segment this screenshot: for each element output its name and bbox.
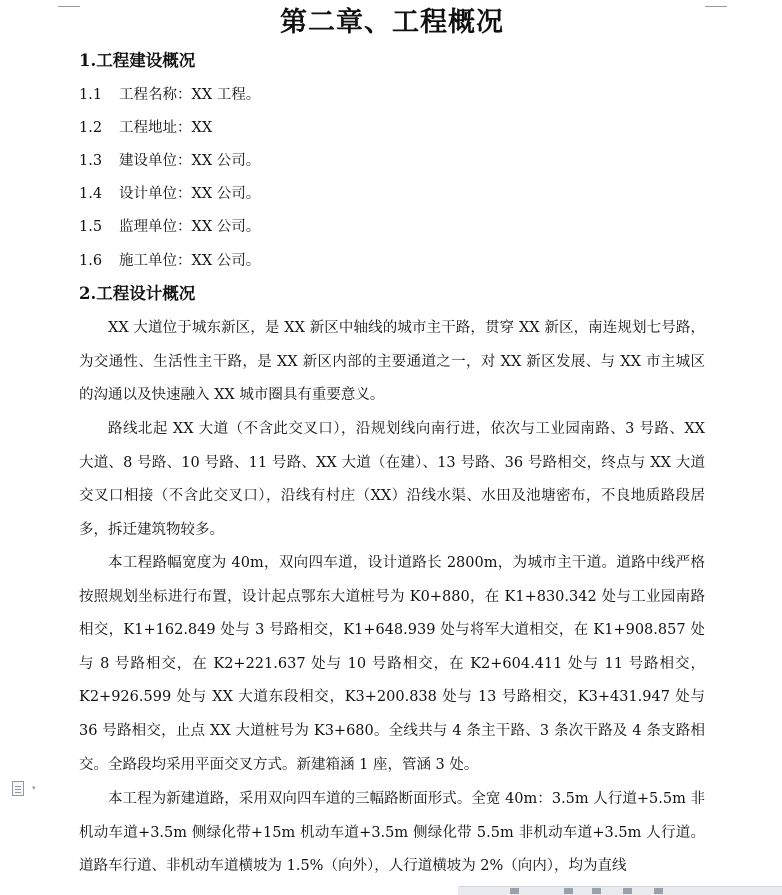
section-heading-design: 2.工程设计概况 [79,284,196,303]
chevron-down-icon[interactable]: ▾ [32,784,36,792]
item-text: 工程名称：XX 工程。 [119,87,261,103]
status-bar-icon[interactable] [592,888,601,894]
page-corner-mark-right [705,6,727,7]
list-item [79,150,260,172]
item-number: 1.4 [79,186,103,202]
status-bar-icon[interactable] [623,888,632,894]
page-corner-mark-left [58,6,80,7]
body-paragraph: 路线北起 XX 大道（不含此交叉口），沿规划线向南行进，依次与工业园南路、3 号路、XX 大道、8 号路、10 号路、11 号路、XX 大道（在建）、13 号路、36 号路相交，终点与 XX 大道交叉口相接（不含此交叉口），沿线有村庄（XX）沿线水渠、水田及池塘密布，不良地质路段居多，拆迁建筑物较多。 [79,421,705,538]
document-icon[interactable] [12,781,24,796]
item-number: 1.1 [79,87,103,103]
item-text: 设计单位：XX 公司。 [119,186,261,202]
item-text: 监理单位：XX 公司。 [119,219,261,235]
list-item [79,84,260,106]
list-item [79,183,260,205]
list-item [79,117,212,139]
item-text: 建设单位：XX 公司。 [119,153,261,169]
item-number: 1.5 [79,219,103,235]
list-item [79,216,260,238]
status-bar-icon[interactable] [510,888,519,894]
chapter-title: 第二章、工程概况 [280,7,504,38]
item-number: 1.3 [79,153,103,169]
item-text: 工程地址：XX [119,120,213,136]
item-number: 1.6 [79,253,103,269]
list-item [79,250,260,272]
body-paragraph: 本工程为新建道路，采用双向四车道的三幅路断面形式。全宽 40m：3.5m 人行道+5.5m 非机动车道+3.5m 侧绿化带+15m 机动车道+3.5m 侧绿化带 5.5m 非机动车道+3.5m 人行道。道路车行道、非机动车道横坡为 1.5%（向外），人行道横坡为 2%（向内），均为直线 [79,791,705,875]
status-bar-icon[interactable] [564,888,573,894]
body-paragraph: XX 大道位于城东新区，是 XX 新区中轴线的城市主干路，贯穿 XX 新区，南连规划七号路，为交通性、生活性主干路，是 XX 新区内部的主要通道之一，对 XX 新区发展、与 XX 市主城区的沟通以及快速融入 XX 城市圈具有重要意义。 [79,320,705,404]
status-bar-icon[interactable] [654,888,663,894]
item-text: 施工单位：XX 公司。 [119,253,261,269]
section-heading-construction: 1.工程建设概况 [79,51,196,70]
item-number: 1.2 [79,120,103,136]
body-paragraph: 本工程路幅宽度为 40m，双向四车道，设计道路长 2800m，为城市主干道。道路中线严格按照规划坐标进行布置，设计起点鄂东大道桩号为 K0+880，在 K1+830.342 处与工业园南路相交，K1+162.849 处与 3 号路相交，K1+648.939 处与将军大道相交，在 K1+908.857 处与 8 号路相交，在 K2+221.637 处与 10 号路相交，在 K2+604.411 处与 11 号路相交，K2+926.599 处与 XX 大道东段相交，K3+200.838 处与 13 号路相交，K3+431.947 处与 36 号路相交，止点 XX 大道桩号为 K3+680。全线共与 4 条主干路、3 条次干路及 4 条支路相交。全路段均采用平面交叉方式。新建箱涵 1 座，管涵 3 处。 [79,555,705,773]
